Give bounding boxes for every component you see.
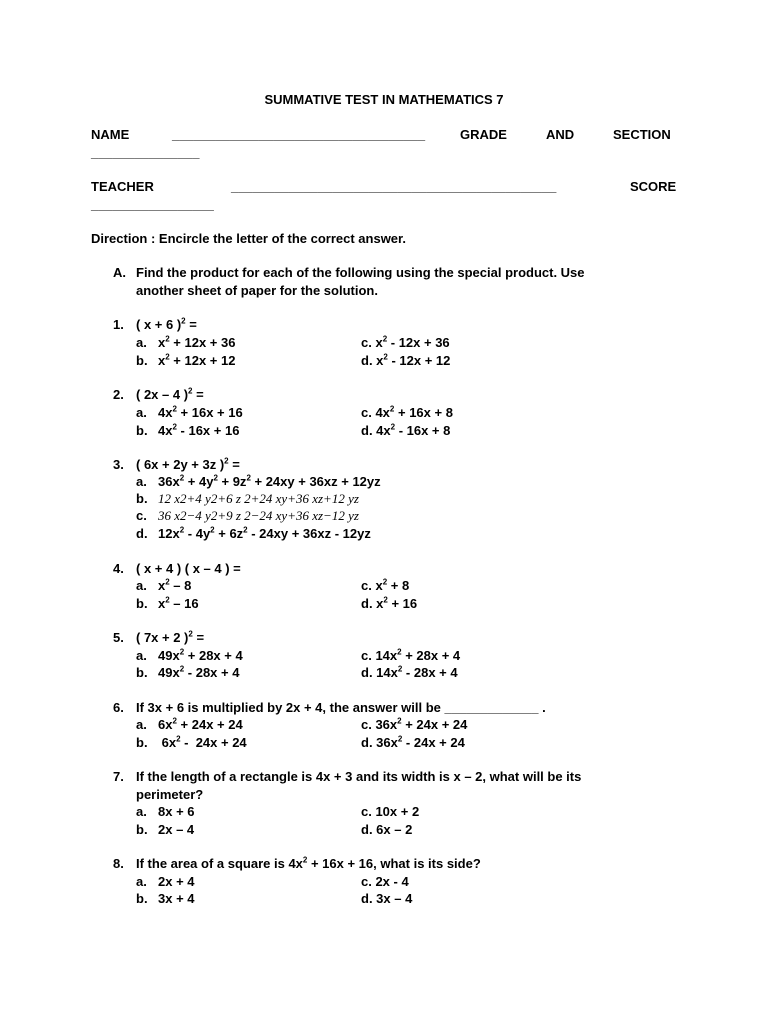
score-label: SCORE bbox=[630, 179, 677, 194]
option-b-letter[interactable]: b. bbox=[136, 353, 148, 368]
direction-text: Direction : Encircle the letter of the correct answer. bbox=[91, 231, 406, 246]
option-c[interactable]: c. $x^2 + 8$ bbox=[361, 577, 410, 593]
option-c-letter[interactable]: c. bbox=[136, 508, 147, 523]
option-b: 12 x2+4 y2+6 z 2+24 xy+36 xz+12 yz bbox=[158, 491, 359, 506]
option-b: $4x^2 - 16x + 16$ bbox=[158, 422, 240, 438]
teacher-blank[interactable]: _____________________________________________ bbox=[231, 179, 557, 194]
option-d: $12x^2 - 4y^2 + 6z^2 - 24xy + 36xz - 12yz$ bbox=[158, 525, 371, 541]
option-b-letter[interactable]: b. bbox=[136, 423, 148, 438]
name-blank[interactable]: ___________________________________ bbox=[172, 127, 426, 142]
option-b-letter[interactable]: b. bbox=[136, 665, 148, 680]
question-number: 1. bbox=[113, 317, 124, 332]
option-d[interactable]: d. 6x – 2 bbox=[361, 822, 413, 837]
option-a-letter[interactable]: a. bbox=[136, 405, 147, 420]
option-a-letter[interactable]: a. bbox=[136, 874, 147, 889]
option-a-letter[interactable]: a. bbox=[136, 578, 147, 593]
section-blank[interactable]: _______________ bbox=[91, 145, 200, 160]
question-number: 7. bbox=[113, 769, 124, 784]
question-stem: ( 2x – 4 )$^2$ = bbox=[136, 386, 204, 402]
question-stem: ( x + 4 ) ( x – 4 ) = bbox=[136, 561, 241, 576]
option-a: $4x^2 + 16x + 16$ bbox=[158, 404, 243, 420]
option-b: 2x – 4 bbox=[158, 822, 195, 837]
option-a: $49x^2 + 28x + 4$ bbox=[158, 647, 243, 663]
option-b-letter[interactable]: b. bbox=[136, 491, 148, 506]
option-c[interactable]: c. 2x - 4 bbox=[361, 874, 409, 889]
option-b: $49x^2 - 28x + 4$ bbox=[158, 664, 240, 680]
and-label: AND bbox=[546, 127, 575, 142]
option-a: $36x^2 + 4y^2 + 9z^2 + 24xy + 36xz + 12yz$ bbox=[158, 473, 381, 489]
name-label: NAME bbox=[91, 127, 130, 142]
part-a-letter: A. bbox=[113, 265, 126, 280]
option-b: $x^2 + 12x + 12$ bbox=[158, 352, 236, 368]
part-a-line1: Find the product for each of the following using the special product. Use bbox=[136, 265, 585, 280]
question-stem: ( x + 6 )$^2$ = bbox=[136, 316, 197, 332]
question-number: 6. bbox=[113, 700, 124, 715]
question-number: 2. bbox=[113, 387, 124, 402]
option-d[interactable]: d. 3x – 4 bbox=[361, 891, 413, 906]
option-d[interactable]: d. $14x^2 - 28x + 4$ bbox=[361, 664, 458, 680]
option-b-letter[interactable]: b. bbox=[136, 596, 148, 611]
option-a-letter[interactable]: a. bbox=[136, 335, 147, 350]
grade-label: GRADE bbox=[460, 127, 507, 142]
question-stem: If the area of a square is $4x^2 + 16x + 16$, what is its side? bbox=[136, 855, 481, 871]
question-number: 4. bbox=[113, 561, 124, 576]
option-c: 36 x2−4 y2+9 z 2−24 xy+36 xz−12 yz bbox=[158, 508, 359, 523]
option-a: $6x^2 + 24x + 24$ bbox=[158, 716, 243, 732]
option-d-letter[interactable]: d. bbox=[136, 526, 148, 541]
section-label: SECTION bbox=[613, 127, 671, 142]
option-b-letter[interactable]: b. bbox=[136, 735, 148, 750]
option-b-letter[interactable]: b. bbox=[136, 822, 148, 837]
option-d[interactable]: d. $4x^2 - 16x + 8$ bbox=[361, 422, 451, 438]
option-a-letter[interactable]: a. bbox=[136, 648, 147, 663]
option-a: 2x + 4 bbox=[158, 874, 195, 889]
option-b: $6x^2 - 24x + 24$ bbox=[158, 734, 247, 750]
option-a-letter[interactable]: a. bbox=[136, 474, 147, 489]
question-number: 3. bbox=[113, 457, 124, 472]
option-c[interactable]: c. $14x^2 + 28x + 4$ bbox=[361, 647, 461, 663]
option-c[interactable]: c. 10x + 2 bbox=[361, 804, 420, 819]
teacher-label: TEACHER bbox=[91, 179, 154, 194]
option-a-letter[interactable]: a. bbox=[136, 804, 147, 819]
option-c[interactable]: c. $36x^2 + 24x + 24$ bbox=[361, 716, 468, 732]
option-b-letter[interactable]: b. bbox=[136, 891, 148, 906]
option-b: $x^2 - 16$ bbox=[158, 595, 199, 611]
question-stem: ( 7x + 2 )$^2$ = bbox=[136, 629, 205, 645]
part-a-line2: another sheet of paper for the solution. bbox=[136, 283, 378, 298]
option-d[interactable]: d. $x^2 - 12x + 12$ bbox=[361, 352, 451, 368]
score-blank[interactable]: _________________ bbox=[91, 197, 214, 212]
page-title: SUMMATIVE TEST IN MATHEMATICS 7 bbox=[264, 92, 504, 107]
question-number: 8. bbox=[113, 856, 124, 871]
option-d[interactable]: d. $x^2 + 16$ bbox=[361, 595, 418, 611]
question-stem: If 3x + 6 is multiplied by 2x + 4, the answer will be _____________ . bbox=[136, 700, 546, 715]
option-d[interactable]: d. $36x^2 - 24x + 24$ bbox=[361, 734, 465, 750]
option-a: $x^2 + 12x + 36$ bbox=[158, 334, 236, 350]
question-stem-cont: perimeter? bbox=[136, 787, 204, 802]
option-a: 8x + 6 bbox=[158, 804, 195, 819]
option-c[interactable]: c. $4x^2 + 16x + 8$ bbox=[361, 404, 453, 420]
option-a: $x^2 - 8$ bbox=[158, 577, 192, 593]
option-a-letter[interactable]: a. bbox=[136, 717, 147, 732]
question-number: 5. bbox=[113, 630, 124, 645]
option-c[interactable]: c. $x^2 - 12x + 36$ bbox=[361, 334, 450, 350]
question-stem: ( 6x + 2y + 3z )$^2$ = bbox=[136, 456, 240, 472]
option-b: 3x + 4 bbox=[158, 891, 195, 906]
question-stem: If the length of a rectangle is 4x + 3 and its width is x – 2, what will be its bbox=[136, 769, 582, 784]
